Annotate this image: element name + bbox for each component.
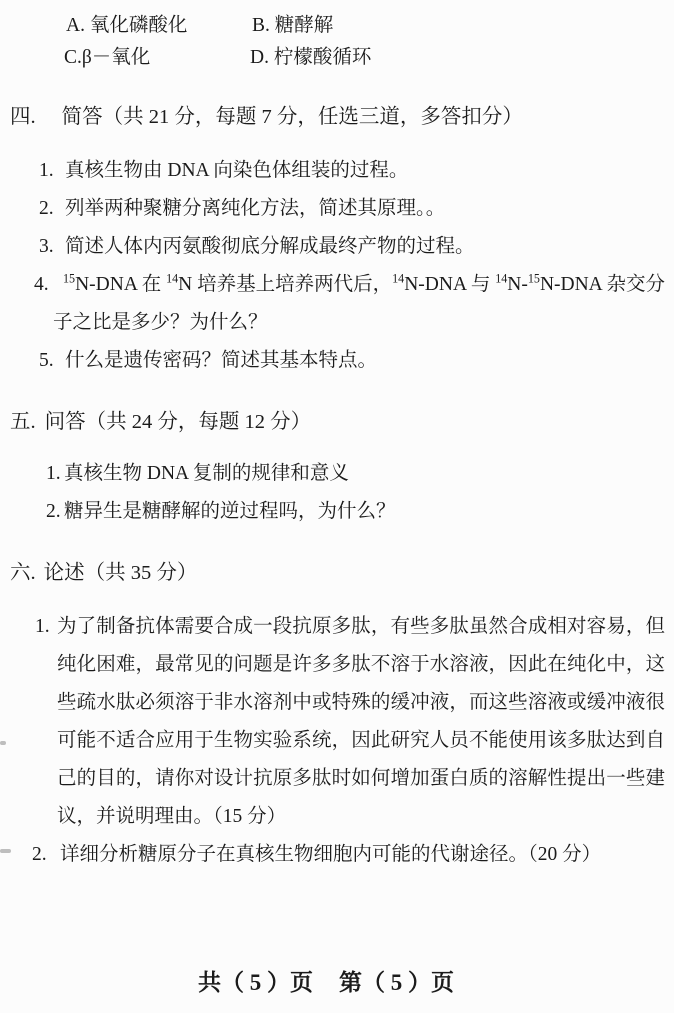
section-six-questions xyxy=(0,608,674,874)
option-b: B. 糖酵解 xyxy=(252,15,334,36)
option-d: D. 柠檬酸循环 xyxy=(250,47,372,68)
question-text: 为了制备抗体需要合成一段抗原多肽，有些多肽虽然合成相对容易，但纯化困难，最常见的问题是许多多肽不溶于水溶液，因此在纯化中，这些疏水肽必须溶于非水溶剂中或特殊的缓冲液，而这些溶液或缓冲液很可能不适合应用于生物实验系统，因此研究人员不能使用该多肽达到自己的目的，请你对设计抗原多肽时如何增加蛋白质的溶解性提出一些建议，并说明理由。（15 分） xyxy=(57,616,665,827)
question-text: 真核生物 DNA 复制的规律和意义 xyxy=(64,463,349,484)
question-text: 真核生物由 DNA 向染色体组装的过程。 xyxy=(65,160,409,181)
question-number: 3. xyxy=(39,236,54,257)
current-page-label: 第（ 5 ）页 xyxy=(339,970,454,995)
question-item-4-1 xyxy=(0,152,674,190)
question-item-4-5 xyxy=(0,342,674,380)
choice-options-row-1 xyxy=(66,12,333,40)
question-number: 1. xyxy=(46,463,61,484)
section-five-heading xyxy=(10,409,311,436)
section-number: 四. xyxy=(10,106,36,128)
page-footer xyxy=(0,968,652,998)
question-number: 1. xyxy=(39,160,54,181)
question-item-4-2 xyxy=(0,190,674,228)
section-six-heading xyxy=(10,560,197,587)
question-text: 糖异生是糖酵解的逆过程吗，为什么？ xyxy=(64,501,396,522)
option-c: C.β－氧化 xyxy=(64,47,151,68)
section-four-questions xyxy=(0,152,674,380)
scan-artifact xyxy=(0,849,11,853)
question-number: 2. xyxy=(32,844,47,865)
section-number: 五. xyxy=(10,411,36,433)
total-pages-label: 共（ 5 ）页 xyxy=(198,970,313,995)
question-item-4-3 xyxy=(0,228,674,266)
option-a: A. 氧化磷酸化 xyxy=(66,15,188,36)
section-title: 简答（共 21 分，每题 7 分，任选三道，多答扣分） xyxy=(61,106,523,128)
question-number: 2. xyxy=(46,501,61,522)
question-number: 2. xyxy=(39,198,54,219)
question-number: 4. xyxy=(34,274,49,295)
section-four-heading xyxy=(10,104,523,131)
question-item-5-2 xyxy=(0,493,674,531)
question-item-5-1 xyxy=(0,455,674,493)
question-text: 列举两种聚糖分离纯化方法，简述其原理。。 xyxy=(65,198,446,219)
question-text: 简述人体内丙氨酸彻底分解成最终产物的过程。 xyxy=(65,236,475,257)
section-number: 六. xyxy=(10,562,36,584)
question-number: 1. xyxy=(35,616,50,637)
question-item-6-2 xyxy=(0,836,674,874)
question-number: 5. xyxy=(39,350,54,371)
question-text: 什么是遗传密码？简述其基本特点。 xyxy=(65,350,378,371)
question-text: $^{15}$N-DNA 在 $^{14}$N 培养基上培养两代后，$^{14}$N-DNA 与 $^{14}$N-$^{15}$N-DNA 杂交分子之比是多少？为什么？ xyxy=(53,271,666,333)
choice-options-row-2 xyxy=(64,44,371,72)
question-item-4-4 xyxy=(0,266,674,342)
scan-artifact xyxy=(0,741,6,745)
section-title: 论述（共 35 分） xyxy=(43,562,198,584)
section-five-questions xyxy=(0,455,674,531)
question-item-6-1 xyxy=(0,608,674,836)
section-title: 问答（共 24 分，每题 12 分） xyxy=(44,411,312,433)
question-text: 详细分析糖原分子在真核生物细胞内可能的代谢途径。（20 分） xyxy=(60,844,602,865)
